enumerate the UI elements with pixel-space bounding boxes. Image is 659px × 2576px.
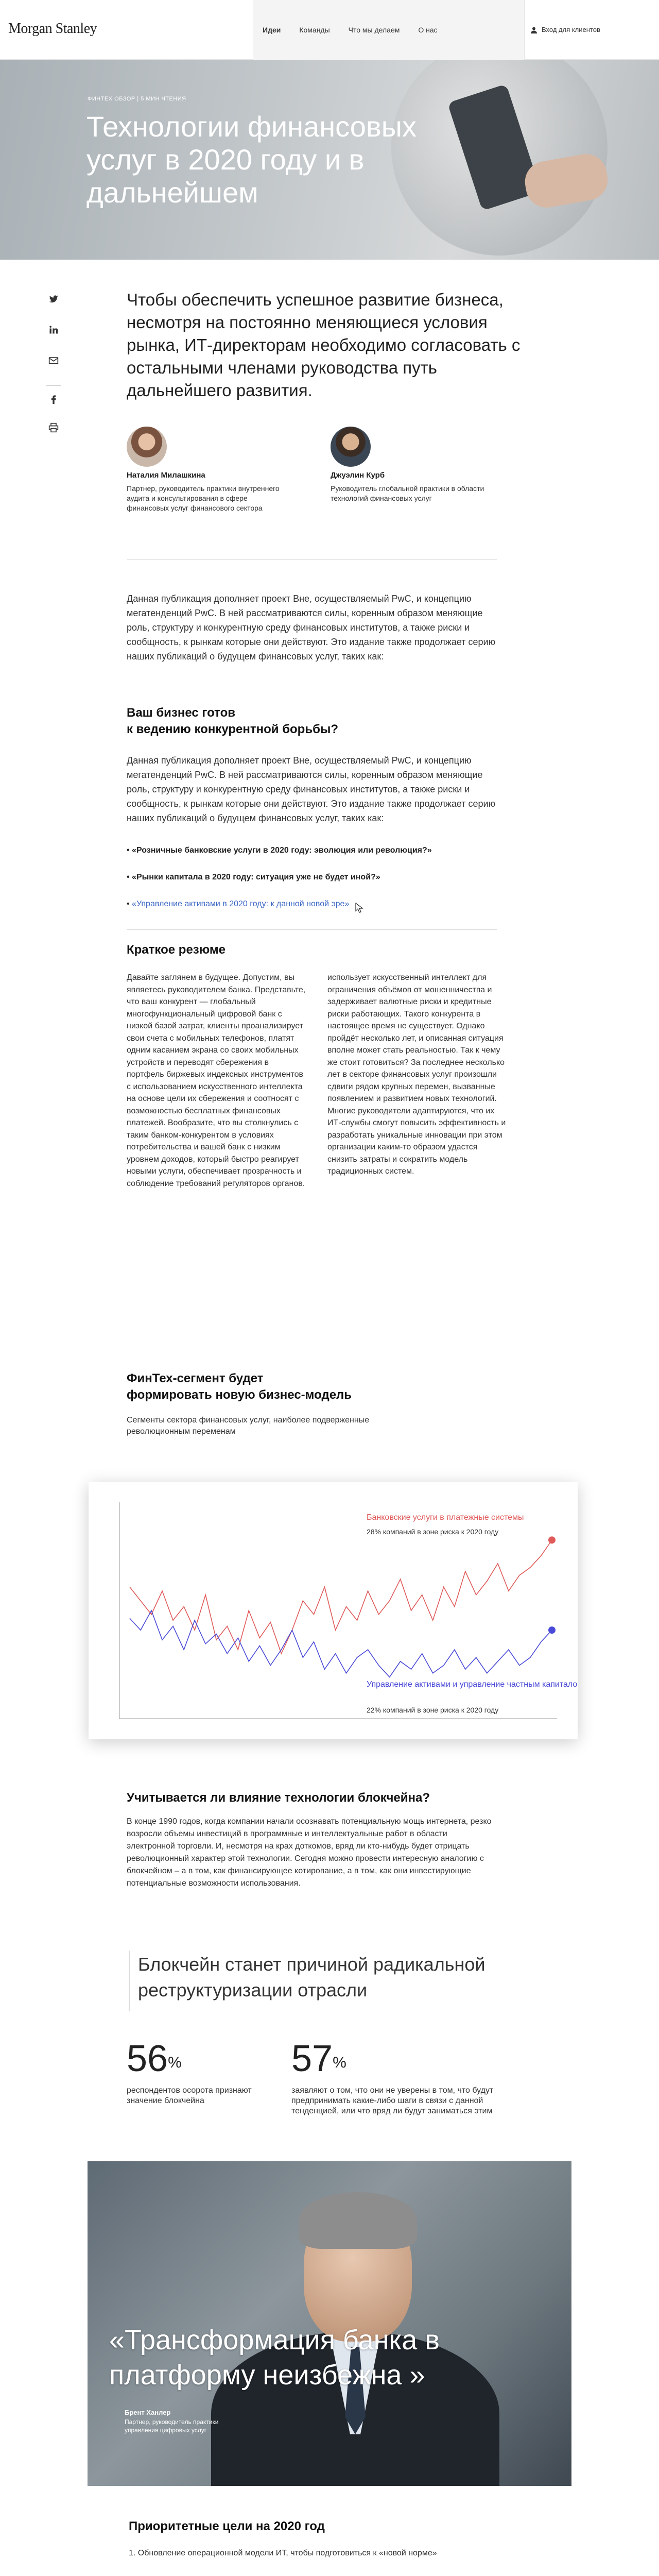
author-name: Наталия Милашкина <box>127 471 205 480</box>
line-chart <box>89 1482 578 1739</box>
body-paragraph: Данная публикация дополняет проект Вне, осуществляемый PwC, и концепцию мегатенденций PwC. В ней рассматриваются силы, коренным образом меняющие роль, структуру и конкурентную среду финансовых институтов, а также риски и сообщность, к рынкам которые они действуют. Это издание также продолжает серию наших публикаций о будущем финансовых услуг, таких как: <box>127 594 496 662</box>
nav-item-teams[interactable]: Команды <box>299 26 330 34</box>
article-link[interactable]: «Управление активами в 2020 году: к данной новой эре» <box>132 900 350 908</box>
list-item: • «Рынки капитала в 2020 году: ситуация уже не будет иной?» <box>127 873 380 882</box>
text-column: Давайте заглянем в будущее. Допустим, вы являетесь руководителем банка. Представьте, что ваш конкурент — глобальный многофункциональный цифровой банк с низкой базой затрат, клиенты проанализирует свои счета с мобильных телефонов, платят одним касанием экрана со своих мобильных устройств и переводят сбережения в портфель биржевых индексных инструментов с использованием искусственного интеллекта на основе цели их сбережения и соотносят с возможностью бесплатных финансовых платежей. Вообразите, что вы столкнулись с таким банком-конкурентом в условиях потребительства и вашей банк с низким уровнем доходов, который быстро реагирует новыми услуги, обеспечивает прозрачность и соблюдение требований регуляторов органов. <box>127 973 306 1188</box>
nav-item-about[interactable]: О нас <box>418 26 438 34</box>
nav-divider <box>524 0 525 60</box>
main-nav <box>253 22 447 38</box>
section-title: Краткое резюме <box>127 943 226 957</box>
intro-lead: Чтобы обеспечить успешное развитие бизнеса, несмотря на постоянно меняющиеся условия рынка, ИТ-директорам необходимо согласовать с остальными членами руководства путь дальнейшего развития. <box>127 290 521 400</box>
author-name: Джуэлин Курб <box>331 471 385 480</box>
stat-value: 57% <box>291 2038 346 2079</box>
list-item: 1. Обновление операционной модели ИТ, чтобы подготовиться к «новой норме» <box>129 2549 437 2557</box>
nav-item-ideas[interactable]: Идеи <box>263 26 281 34</box>
logo[interactable]: Morgan Stanley <box>8 21 97 37</box>
stat-description: заявляют о том, что они не уверены в том, что будут предпринимать какие-либо шаги в связи с данной тенденцией, или что вряд ли будут заниматься этим <box>291 2086 494 2115</box>
series-line-1 <box>130 1540 552 1653</box>
page-title: Технологии финансовых услуг в 2020 году и в дальнейшем <box>86 110 417 209</box>
legend-series-2: Управление активами и управление частным капиталом <box>367 1680 578 1689</box>
avatar <box>331 427 371 467</box>
author-card <box>331 427 526 503</box>
chart-card <box>89 1482 578 1739</box>
share-linkedin-icon[interactable] <box>46 323 61 337</box>
legend-series-1: Банковские услуги в платежные системы <box>367 1513 524 1522</box>
cursor-icon <box>355 903 363 913</box>
stat-description: респондентов осорота признают значение блокчейна <box>127 2086 252 2105</box>
series-endpoint-1 <box>548 1536 556 1544</box>
section-title: Ваш бизнес готов к ведению конкурентной борьбы? <box>127 706 339 736</box>
text-column: использует искусственный интеллект для ограничения объёмов от мошенничества и задерживает валютные риски и кредитные риски работающих. Такого конкурента в настоящее время не существует. Однако пройдёт несколько лет, и описанная ситуация вполне может стать реальностью. Так к чему же стоит готовиться? За последнее несколько лет в секторе финансовых услуг произошли сдвиги рядом крупных перемен, вызванные появлением и развитием новых технологий. Многие руководители адаптируются, что их ИТ-службы смогут повысить эффективность и разработать уникальные инновации при этом организации каким-то образом удастся снизить затраты и сократить модель традиционных систем. <box>327 973 506 1176</box>
legend-series-2-note: 22% компаний в зоне риска к 2020 году <box>367 1706 499 1714</box>
portrait-role: Партнер, руководитель практики управления цифровых услуг <box>125 2418 219 2434</box>
divider <box>127 929 497 930</box>
author-role: Руководитель глобальной практики в области технологий финансовых услуг <box>331 484 484 502</box>
share-facebook-icon[interactable] <box>46 392 61 406</box>
list-item: • «Розничные банковские услуги в 2020 году: эволюция или революция?» <box>127 846 432 855</box>
series-line-2 <box>130 1611 552 1677</box>
login-label: Вход для клиентов <box>542 26 600 33</box>
section-title: Приоритетные цели на 2020 год <box>129 2519 325 2533</box>
author-role: Партнер, руководитель практики внутреннего аудита и консультирования в сфере финансовых услуг финансового сектора <box>127 484 280 512</box>
user-icon <box>530 26 537 33</box>
section-title: Учитывается ли влияние технологии блокчейна? <box>127 1791 430 1805</box>
series-endpoint-2 <box>548 1626 556 1634</box>
author-card <box>127 427 322 513</box>
share-twitter-icon[interactable] <box>46 292 61 306</box>
portrait-name: Брент Ханлер <box>125 2409 171 2416</box>
quote-bar <box>129 1951 130 2011</box>
body-paragraph: В конце 1990 годов, когда компании начали осознавать потенциальную мощь интернета, резко возросли объемы инвестиций в программные и интеллектуальные работ в области электронной торговли. И, несмотря на крах доткомов, вряд ли кто-нибудь будет отрицать революционный характер этой технологии. Сегодня можно провести интересную аналогию с блокчейном – а в том, как финансирующее котирование, а в том, как они инвестирующие потенциальные возможности использования. <box>127 1817 492 1888</box>
breadcrumb: ФИНТЕХ ОБЗОР | 5 МИН ЧТЕНИЯ <box>88 96 186 102</box>
body-paragraph: Данная публикация дополняет проект Вне, осуществляемый PwC, и концепцию мегатенденций PwC. В ней рассматриваются силы, коренным образом меняющие роль, структуру и конкурентную среду финансовых институтов, а также риски и сообщность, к рынкам которые они действуют. Это издание также продолжает серию наших публикаций о будущем финансовых услуг, таких как: <box>127 755 496 823</box>
list-item[interactable]: • «Управление активами в 2020 году: к данной новой эре» <box>127 900 350 908</box>
body-paragraph: Сегменты сектора финансовых услуг, наиболее подверженные революционным переменам <box>127 1416 370 1436</box>
login-link[interactable] <box>530 26 600 33</box>
share-email-icon[interactable] <box>46 353 61 368</box>
legend-series-1-note: 28% компаний в зоне риска к 2020 году <box>367 1528 499 1536</box>
share-print-icon[interactable] <box>46 420 61 435</box>
nav-item-what-we-do[interactable]: Что мы делаем <box>348 26 400 34</box>
section-title: ФинТех-сегмент будет формировать новую бизнес-модель <box>127 1371 352 1402</box>
stat-value: 56% <box>127 2038 182 2079</box>
portrait-quote: «Трансформация банка в платформу неизбежна » <box>109 2325 440 2391</box>
share-divider <box>46 385 61 386</box>
avatar <box>127 427 167 467</box>
pull-quote: Блокчейн станет причиной радикальной реструктуризации отрасли <box>138 1954 485 2001</box>
